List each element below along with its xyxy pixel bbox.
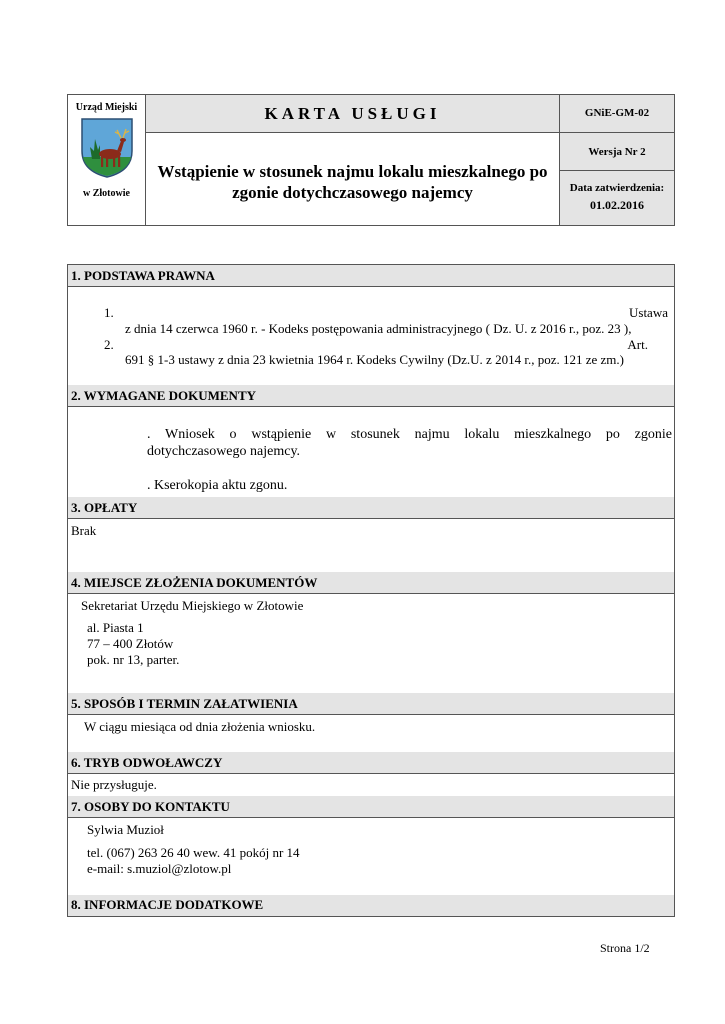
contact-name: Sylwia Muzioł	[87, 822, 164, 837]
document-item-application: . Wniosek o wstąpienie w stosunek najmu lokalu mieszkalnego po zgonie	[147, 427, 672, 442]
section-title: 5. SPOSÓB I TERMIN ZAŁATWIENIA	[68, 693, 674, 715]
document-code: GNiE-GM-02	[584, 107, 650, 119]
approval-date: 01.02.2016	[590, 198, 644, 212]
approval-label: Data zatwierdzenia:	[569, 182, 665, 194]
section-fees	[67, 497, 675, 573]
page-number: Strona 1/2	[600, 941, 650, 955]
address-room: pok. nr 13, parter.	[87, 652, 180, 667]
title-cell	[146, 95, 560, 225]
section-additional-info	[67, 895, 675, 917]
issuer-top-text: Urząd Miejski	[75, 102, 138, 113]
section-title: 3. OPŁATY	[68, 497, 674, 519]
section-title: 7. OSOBY DO KONTAKTU	[68, 796, 674, 818]
legal-item-1-first-word: Ustawa	[629, 305, 668, 320]
issuer-bottom-text: w Złotowie	[83, 188, 130, 199]
processing-time-text: W ciągu miesiąca od dnia złożenia wniosku.	[84, 719, 316, 734]
section-title: 8. INFORMACJE DODATKOWE	[68, 895, 674, 916]
legal-item-2-text: 691 § 1-3 ustawy z dnia 23 kwietnia 1964 r. Kodeks Cywilny (Dz.U. z 2014 r., poz. 121 ze zm.)	[125, 352, 624, 367]
legal-item-2-number: 2.	[104, 337, 114, 352]
legal-item-1-number: 1.	[104, 305, 114, 320]
document-item-application-cont: dotychczasowego najemcy.	[147, 444, 301, 459]
section-title: 2. WYMAGANE DOKUMENTY	[68, 385, 674, 407]
legal-item-1-text: z dnia 14 czerwca 1960 r. - Kodeks postępowania administracyjnego ( Dz. U. z 2016 r., poz. 23 ),	[125, 321, 632, 336]
version-text: Wersja Nr 2	[588, 146, 646, 158]
address-street: al. Piasta 1	[87, 620, 144, 635]
fees-text: Brak	[71, 523, 97, 538]
issuer-cell	[68, 95, 146, 225]
section-title: 4. MIEJSCE ZŁOŻENIA DOKUMENTÓW	[68, 572, 674, 594]
section-title: 6. TRYB ODWOŁAWCZY	[68, 752, 674, 774]
contact-phone: tel. (067) 263 26 40 wew. 41 pokój nr 14	[87, 845, 300, 860]
coat-of-arms-logo	[80, 117, 134, 179]
section-appeal-procedure	[67, 752, 675, 797]
legal-item-2-first-word: Art.	[627, 337, 648, 352]
header-table	[67, 94, 675, 226]
section-legal-basis	[67, 264, 675, 386]
section-required-documents	[67, 385, 675, 498]
service-title-line2: zgonie dotychczasowego najemcy	[232, 183, 473, 202]
document-item-death-certificate: . Kserokopia aktu zgonu.	[147, 478, 288, 493]
contact-email: e-mail: s.muziol@zlotow.pl	[87, 861, 232, 876]
section-processing-time	[67, 693, 675, 753]
section-contact-persons	[67, 796, 675, 896]
submission-office: Sekretariat Urzędu Miejskiego w Złotowie	[81, 598, 304, 613]
document-title: KARTA USŁUGI	[264, 104, 441, 123]
section-title: 1. PODSTAWA PRAWNA	[68, 265, 674, 287]
meta-cell	[560, 95, 674, 225]
service-title-line1: Wstąpienie w stosunek najmu lokalu mieszkalnego po	[157, 162, 548, 181]
address-city: 77 – 400 Złotów	[87, 636, 174, 651]
appeal-text: Nie przysługuje.	[71, 777, 157, 792]
section-submission-place	[67, 572, 675, 694]
